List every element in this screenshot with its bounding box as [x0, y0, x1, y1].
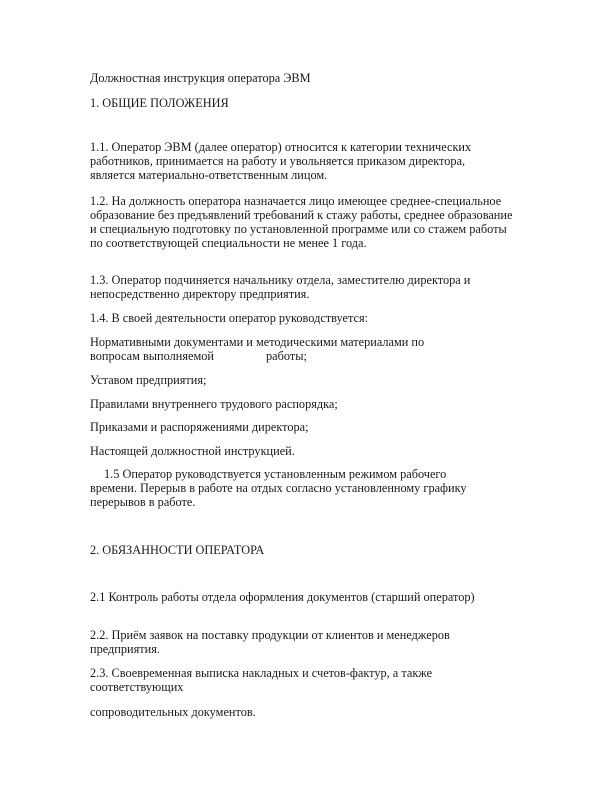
guide-item-1-part-b: работы;	[265, 349, 307, 363]
paragraph-2-3-continued: сопроводительных документов.	[90, 705, 256, 719]
paragraph-1-1: 1.1. Оператор ЭВМ (далее оператор) относится к категории технических работников, принимается на работу и увольняется приказом директора, является материально-ответственным лицом.	[90, 140, 472, 182]
paragraph-1-3: 1.3. Оператор подчиняется начальнику отдела, заместителю директора и непосредственно директору предприятия.	[90, 273, 471, 301]
guide-item-1-line-1: Нормативными документами и методическими материалами по	[90, 335, 425, 349]
guide-item-5: Настоящей должностной инструкцией.	[90, 444, 295, 458]
paragraph-1-4: 1.4. В своей деятельности оператор руководствуется:	[90, 311, 369, 325]
guide-item-1-line-2	[90, 349, 307, 363]
section-2-heading: 2. ОБЯЗАННОСТИ ОПЕРАТОРА	[90, 543, 265, 557]
document-title: Должностная инструкция оператора ЭВМ	[90, 71, 311, 85]
paragraph-2-2: 2.2. Приём заявок на поставку продукции от клиентов и менеджеров предприятия.	[90, 628, 450, 656]
guide-item-2: Уставом предприятия;	[90, 373, 207, 387]
paragraph-1-2: 1.2. На должность оператора назначается лицо имеющее среднее-специальное образование без предъявлений требований к стажу работы, среднее образование и специальную подготовку по установленной программе или со стажем работы по соответствующей специальности не менее 1 года.	[90, 194, 513, 250]
guide-item-1-part-a: вопросам выполняемой	[90, 349, 214, 363]
guide-item-4: Приказами и распоряжениями директора;	[90, 420, 309, 434]
guide-item-3: Правилами внутреннего трудового распорядка;	[90, 397, 338, 411]
paragraph-1-5-line-1: 1.5 Оператор руководствуется установленным режимом рабочего	[104, 467, 447, 481]
section-1-heading: 1. ОБЩИЕ ПОЛОЖЕНИЯ	[90, 96, 229, 110]
paragraph-2-1: 2.1 Контроль работы отдела оформления документов (старший оператор)	[90, 590, 475, 604]
paragraph-2-3: 2.3. Своевременная выписка накладных и счетов-фактур, а также соответствующих	[90, 666, 433, 694]
paragraph-1-5-rest: времени. Перерыв в работе на отдых согласно установленному графику перерывов в работе.	[90, 481, 467, 509]
